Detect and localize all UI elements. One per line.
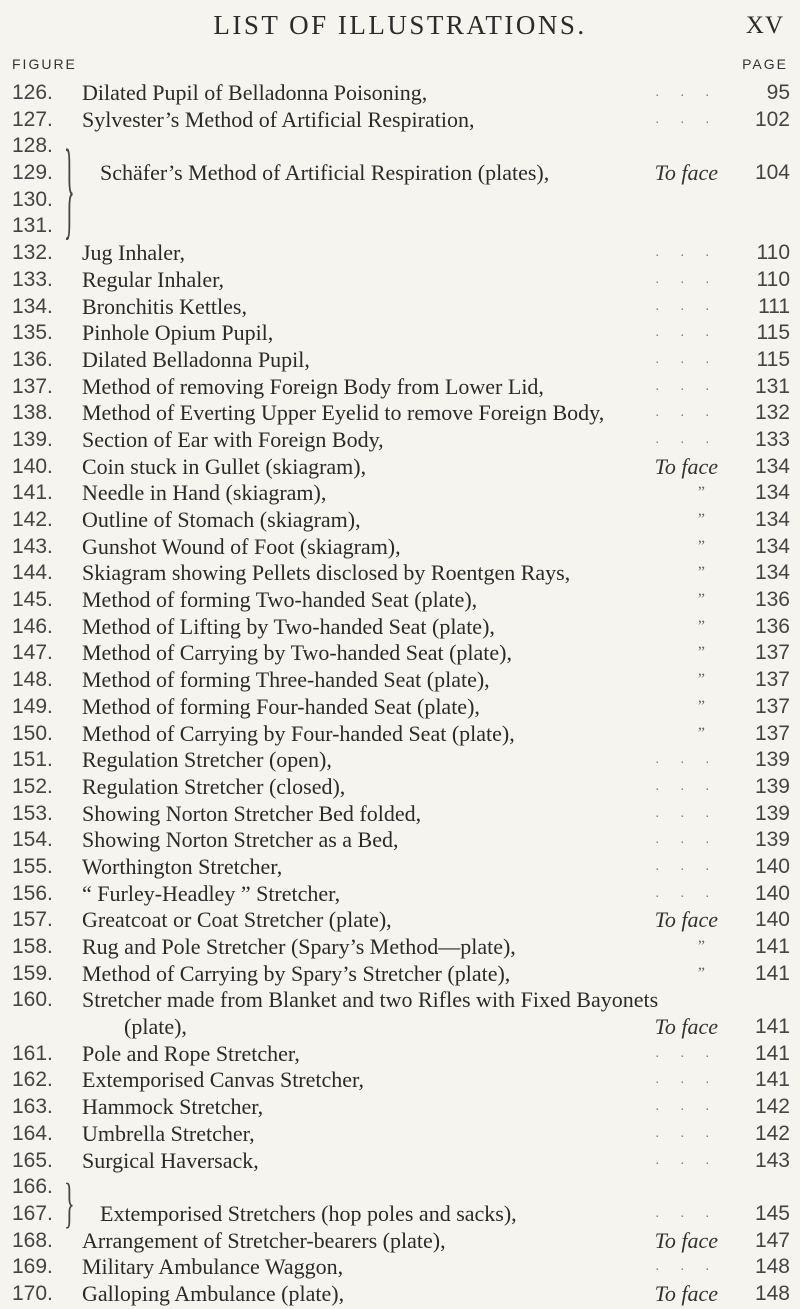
list-item xyxy=(0,934,800,961)
figure-number: 166. xyxy=(12,1175,53,1199)
page-number: 131 xyxy=(754,374,790,398)
figure-title: Gunshot Wound of Foot (skiagram), xyxy=(82,533,401,559)
figure-title: Method of Lifting by Two-handed Seat (plate), xyxy=(82,613,495,639)
page-number: 115 xyxy=(756,347,790,371)
list-item xyxy=(0,240,800,267)
list-item xyxy=(0,427,800,454)
dot-leader: . . . xyxy=(655,805,718,821)
list-item xyxy=(0,267,800,294)
page-number: 140 xyxy=(754,881,790,905)
figure-title: Method of forming Four-handed Seat (plate), xyxy=(82,693,480,719)
list-item xyxy=(0,1121,800,1148)
dot-leader: . . . xyxy=(655,1125,718,1141)
page-number: 141 xyxy=(754,1015,790,1039)
list-item xyxy=(0,747,800,774)
page-number: 134 xyxy=(754,534,790,558)
figure-number: 153. xyxy=(12,801,53,825)
figure-number: 151. xyxy=(12,748,53,772)
figure-title: Sylvester’s Method of Artificial Respiration, xyxy=(82,106,475,132)
figure-number: 127. xyxy=(12,107,53,131)
page-number: 115 xyxy=(756,321,790,345)
list-item xyxy=(0,614,800,641)
figure-title: Method of removing Foreign Body from Lower Lid, xyxy=(82,373,544,399)
dot-leader: . . . xyxy=(655,858,718,874)
page-number: 139 xyxy=(754,828,790,852)
figure-title: Showing Norton Stretcher as a Bed, xyxy=(82,827,399,853)
ditto-mark: ” xyxy=(697,671,705,689)
dot-leader: . . . xyxy=(655,1072,718,1088)
dot-leader: . . . xyxy=(655,1099,718,1115)
ditto-mark: ” xyxy=(697,564,705,582)
list-item xyxy=(0,1014,800,1041)
ditto-mark: ” xyxy=(697,591,705,609)
ditto-mark: ” xyxy=(697,938,705,955)
figure-number: 136. xyxy=(12,347,53,371)
ditto-mark: ” xyxy=(697,724,705,742)
figure-title: Method of forming Two-handed Seat (plate), xyxy=(82,587,478,613)
figure-number: 144. xyxy=(12,561,53,585)
figure-title: Hammock Stretcher, xyxy=(82,1094,264,1120)
figure-title: “ Furley-Headley ” Stretcher, xyxy=(82,880,341,906)
figure-title: Umbrella Stretcher, xyxy=(82,1120,255,1146)
list-item xyxy=(0,187,800,214)
figure-title: Rug and Pole Stretcher (Spary’s Method—plate), xyxy=(82,934,516,959)
figure-title: Regular Inhaler, xyxy=(82,266,225,292)
list-item xyxy=(0,1254,800,1281)
page-number: 140 xyxy=(754,854,790,878)
figure-number: 132. xyxy=(12,241,53,265)
figure-number: 143. xyxy=(12,534,53,558)
figure-title: Pole and Rope Stretcher, xyxy=(82,1040,300,1066)
figure-number: 130. xyxy=(12,187,53,211)
page-number: 139 xyxy=(754,774,790,798)
figure-number: 138. xyxy=(12,401,53,425)
list-item xyxy=(0,454,800,481)
figure-number: 169. xyxy=(12,1255,53,1279)
figure-title: Extemporised Stretchers (hop poles and sacks), xyxy=(100,1200,517,1226)
ditto-mark: ” xyxy=(697,484,705,502)
figure-number: 154. xyxy=(12,828,53,852)
dot-leader: . . . xyxy=(655,378,718,394)
list-item xyxy=(0,160,800,187)
list-item xyxy=(0,587,800,614)
figure-title: Method of Carrying by Two-handed Seat (plate), xyxy=(82,640,512,666)
page-number: 110 xyxy=(756,267,790,291)
page-number: 142 xyxy=(754,1121,790,1145)
to-face-note: To face xyxy=(654,907,718,933)
figure-number: 163. xyxy=(12,1095,53,1119)
figure-number: 148. xyxy=(12,668,53,692)
column-heading-figure: FIGURE xyxy=(12,56,77,72)
list-item xyxy=(0,1041,800,1068)
page-number: 110 xyxy=(756,241,790,265)
to-face-note: To face xyxy=(654,453,718,479)
list-item xyxy=(0,827,800,854)
list-item xyxy=(0,400,800,427)
figure-number: 135. xyxy=(12,321,53,345)
list-item xyxy=(0,1148,800,1175)
page-number: 95 xyxy=(766,81,790,104)
figure-title: Dilated Belladonna Pupil, xyxy=(82,346,310,372)
figure-title: Showing Norton Stretcher Bed folded, xyxy=(82,800,422,826)
page-number: 137 xyxy=(754,668,790,692)
figure-number: 167. xyxy=(12,1201,53,1225)
figure-title: Surgical Haversack, xyxy=(82,1147,259,1173)
page-number: 133 xyxy=(754,427,790,451)
page-number: 137 xyxy=(754,694,790,718)
page-number: 136 xyxy=(754,614,790,638)
figure-title: Method of Carrying by Spary’s Stretcher (plate), xyxy=(82,960,511,986)
figure-number: 141. xyxy=(12,481,53,505)
dot-leader: . . . xyxy=(655,1205,718,1221)
grouping-brace: } xyxy=(64,1171,75,1234)
list-item xyxy=(0,107,800,134)
grouping-brace: } xyxy=(64,125,75,251)
figure-title: Pinhole Opium Pupil, xyxy=(82,320,274,346)
page-number: 148 xyxy=(754,1255,790,1279)
dot-leader: . . . xyxy=(655,298,718,314)
list-item xyxy=(0,801,800,828)
page-number: 148 xyxy=(754,1281,790,1305)
figure-number: 139. xyxy=(12,427,53,451)
list-item xyxy=(0,694,800,721)
running-title: LIST OF ILLUSTRATIONS. xyxy=(213,10,587,40)
figure-number: 164. xyxy=(12,1121,53,1145)
list-item xyxy=(0,374,800,401)
figure-number: 156. xyxy=(12,881,53,905)
figure-number: 150. xyxy=(12,721,53,745)
list-item xyxy=(0,987,800,1014)
page-number: 141 xyxy=(754,1041,790,1065)
list-item xyxy=(0,507,800,534)
list-item xyxy=(0,1228,800,1255)
to-face-note: To face xyxy=(654,1014,718,1040)
figure-title: Extemporised Canvas Stretcher, xyxy=(82,1067,364,1093)
figure-number: 128. xyxy=(12,134,53,158)
figure-number: 158. xyxy=(12,935,53,958)
figure-number: 157. xyxy=(12,908,53,932)
figure-number: 160. xyxy=(12,988,53,1012)
ditto-mark: ” xyxy=(697,697,705,715)
figure-title: Needle in Hand (skiagram), xyxy=(82,480,327,506)
dot-leader: . . . xyxy=(655,778,718,794)
list-item xyxy=(0,213,800,240)
dot-leader: . . . xyxy=(655,351,718,367)
figure-number: 165. xyxy=(12,1148,53,1172)
page-number: 134 xyxy=(754,508,790,531)
list-item xyxy=(0,320,800,347)
figure-number: 146. xyxy=(12,614,53,638)
figure-number: 170. xyxy=(12,1281,53,1305)
page-number: 102 xyxy=(754,107,790,131)
list-item xyxy=(0,881,800,908)
dot-leader: . . . xyxy=(655,1152,718,1168)
figure-title: Bronchitis Kettles, xyxy=(82,293,247,319)
figure-title: Arrangement of Stretcher-bearers (plate), xyxy=(82,1227,446,1253)
page-number: 142 xyxy=(754,1095,790,1119)
page-number: 139 xyxy=(754,748,790,772)
dot-leader: . . . xyxy=(655,1259,718,1275)
ditto-mark: ” xyxy=(697,964,705,982)
list-item xyxy=(0,347,800,374)
dot-leader: . . . xyxy=(655,832,718,848)
dot-leader: . . . xyxy=(655,325,718,341)
page-number: 137 xyxy=(754,721,790,745)
page-number: 137 xyxy=(754,641,790,665)
figure-number: 149. xyxy=(12,694,53,718)
figure-number: 155. xyxy=(12,854,53,878)
figure-title: Outline of Stomach (skiagram), xyxy=(82,507,361,532)
figure-number: 159. xyxy=(12,961,53,985)
figure-title: Regulation Stretcher (closed), xyxy=(82,773,346,799)
ditto-mark: ” xyxy=(697,617,705,635)
figure-number: 145. xyxy=(12,588,53,612)
figure-title: Military Ambulance Waggon, xyxy=(82,1254,344,1280)
figure-number: 140. xyxy=(12,454,53,478)
ditto-mark: ” xyxy=(697,644,705,662)
page-number: 134 xyxy=(754,481,790,505)
to-face-note: To face xyxy=(654,1280,718,1306)
dot-leader: . . . xyxy=(655,405,718,421)
list-item xyxy=(0,1094,800,1121)
ditto-mark: ” xyxy=(697,537,705,555)
page-number: 147 xyxy=(754,1228,790,1252)
list-item xyxy=(0,1067,800,1094)
to-face-note: To face xyxy=(654,160,718,186)
page-number: 145 xyxy=(754,1201,790,1225)
figure-number: 137. xyxy=(12,374,53,398)
figure-title: Method of Everting Upper Eyelid to remove Foreign Body, xyxy=(82,400,605,426)
figure-title: Section of Ear with Foreign Body, xyxy=(82,426,384,452)
figure-title: Worthington Stretcher, xyxy=(82,853,283,879)
column-heading-page: PAGE xyxy=(742,56,788,72)
list-item xyxy=(0,294,800,321)
dot-leader: . . . xyxy=(655,752,718,768)
dot-leader: . . . xyxy=(655,85,718,100)
figure-number: 129. xyxy=(12,161,53,185)
figure-number: 168. xyxy=(12,1228,53,1252)
list-item xyxy=(0,560,800,587)
figure-title: Skiagram showing Pellets disclosed by Roentgen Rays, xyxy=(82,560,571,586)
dot-leader: . . . xyxy=(655,431,718,447)
page-number: 134 xyxy=(754,561,790,585)
figure-title: Method of Carrying by Four-handed Seat (plate), xyxy=(82,720,515,746)
figure-title: Regulation Stretcher (open), xyxy=(82,747,332,773)
ditto-mark: ” xyxy=(697,511,705,528)
page-number: 143 xyxy=(754,1148,790,1172)
list-item xyxy=(0,534,800,561)
figure-title: Coin stuck in Gullet (skiagram), xyxy=(82,453,367,479)
list-item xyxy=(0,80,800,107)
page-number: 111 xyxy=(758,294,790,318)
dot-leader: . . . xyxy=(655,245,718,261)
to-face-note: To face xyxy=(654,1227,718,1253)
list-item xyxy=(0,667,800,694)
figure-title: Jug Inhaler, xyxy=(82,240,185,266)
page-number: 104 xyxy=(754,161,790,185)
list-item xyxy=(0,721,800,748)
figure-title: (plate), xyxy=(124,1014,187,1040)
figure-number: 131. xyxy=(12,214,53,238)
page-number: 141 xyxy=(754,1068,790,1092)
figure-number: 133. xyxy=(12,267,53,291)
figure-title: Stretcher made from Blanket and two Rifles with Fixed Bayonets xyxy=(82,987,659,1013)
page-number: 141 xyxy=(754,935,790,958)
page-numeral: XV xyxy=(745,12,784,39)
figure-title: Galloping Ambulance (plate), xyxy=(82,1280,345,1306)
list-item xyxy=(0,1281,800,1308)
figure-number: 142. xyxy=(12,508,53,531)
figure-number: 134. xyxy=(12,294,53,318)
running-head xyxy=(0,6,800,46)
dot-leader: . . . xyxy=(655,1045,718,1061)
figure-title: Dilated Pupil of Belladonna Poisoning, xyxy=(82,80,428,105)
figure-number: 161. xyxy=(12,1041,53,1065)
list-item xyxy=(0,907,800,934)
dot-leader: . . . xyxy=(655,271,718,287)
figure-title: Method of forming Three-handed Seat (plate), xyxy=(82,667,490,693)
dot-leader: . . . xyxy=(655,885,718,901)
list-item xyxy=(0,1201,800,1228)
figure-number: 147. xyxy=(12,641,53,665)
list-item xyxy=(0,640,800,667)
figure-title: Greatcoat or Coat Stretcher (plate), xyxy=(82,907,392,933)
figure-number: 126. xyxy=(12,81,53,104)
page-number: 139 xyxy=(754,801,790,825)
figure-number: 152. xyxy=(12,774,53,798)
list-item xyxy=(0,854,800,881)
page-number: 134 xyxy=(754,454,790,478)
page-number: 136 xyxy=(754,588,790,612)
page-number: 141 xyxy=(754,961,790,985)
list-item xyxy=(0,480,800,507)
dot-leader: . . . xyxy=(655,111,718,127)
page-number: 132 xyxy=(754,401,790,425)
list-item xyxy=(0,961,800,988)
figure-number: 162. xyxy=(12,1068,53,1092)
illustrations-list xyxy=(0,80,800,1308)
figure-title: Schäfer’s Method of Artificial Respiration (plates), xyxy=(100,160,550,186)
page-number: 140 xyxy=(754,908,790,932)
list-item xyxy=(0,774,800,801)
